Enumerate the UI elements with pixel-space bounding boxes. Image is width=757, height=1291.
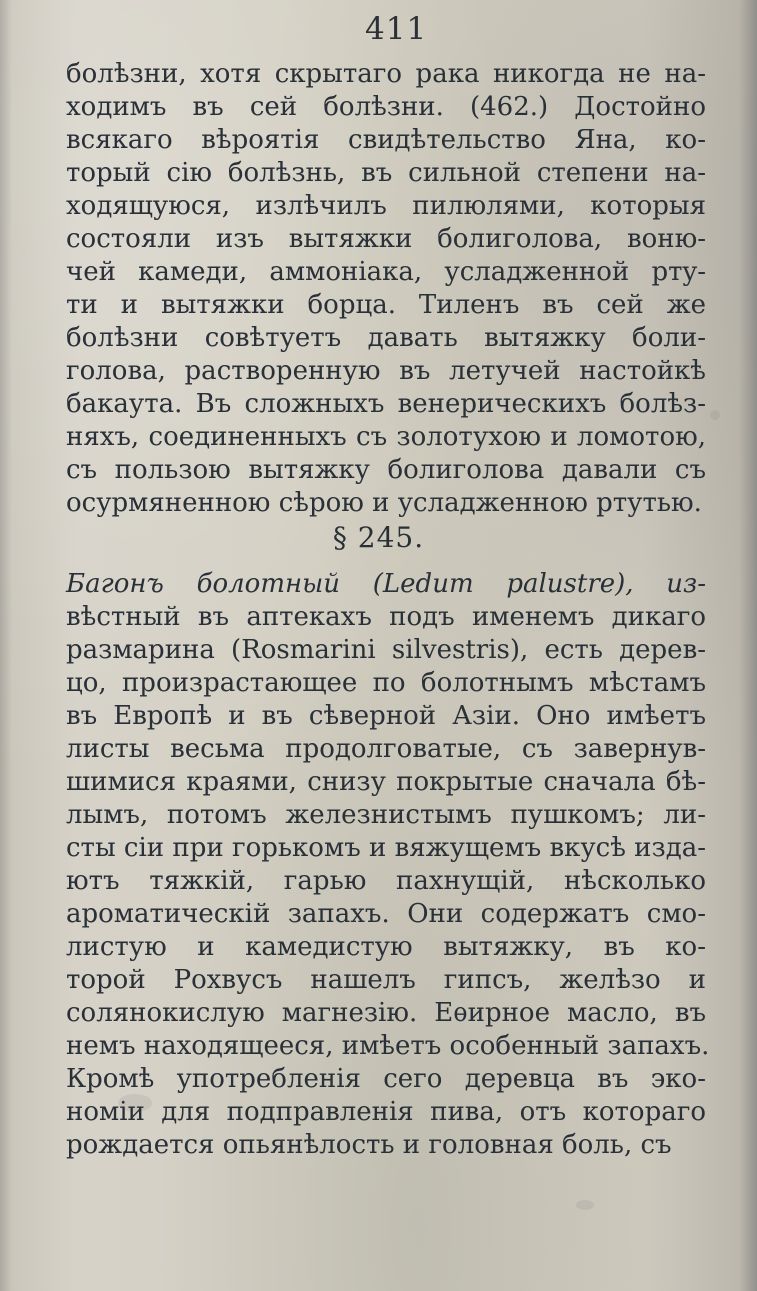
paragraph-top xyxy=(66,58,706,520)
text-line: размарина (Rosmarini silvestris), есть дерев- xyxy=(66,635,706,665)
text-line: ходящуюся, излѣчилъ пилюлями, которыя xyxy=(66,191,706,221)
page-number: 411 xyxy=(365,11,428,47)
text-line: вѣстный въ аптекахъ подъ именемъ дикаго xyxy=(66,602,706,632)
text-line: Кромѣ употребленія сего деревца въ эко- xyxy=(66,1064,706,1094)
text-line-italic-title: Багонъ болотный (Ledum palustre), из- xyxy=(66,569,706,599)
text-line: болѣзни совѣтуетъ давать вытяжку боли- xyxy=(66,323,706,353)
text-line: ходимъ въ сей болѣзни. (462.) Достойно xyxy=(66,92,706,122)
text-line: рождается опьянѣлость и головная боль, съ xyxy=(66,1130,672,1160)
paragraph-section xyxy=(66,568,710,1162)
text-line: всякаго вѣроятія свидѣтельство Яна, ко- xyxy=(66,125,706,155)
text-line: торый сію болѣзнь, въ сильной степени на- xyxy=(66,158,706,188)
text-line: сты сіи при горькомъ и вяжущемъ вкусѣ изда- xyxy=(66,833,706,863)
text-line: ароматическій запахъ. Они содержатъ смо- xyxy=(66,899,706,929)
text-line: солянокислую магнезію. Еѳирное масло, въ xyxy=(66,998,706,1028)
text-line: бакаута. Въ сложныхъ венерическихъ болѣз- xyxy=(66,389,706,419)
text-line: ютъ тяжкій, гарью пахнущій, нѣсколько xyxy=(66,866,706,896)
text-line: листы весьма продолговатые, съ завернув- xyxy=(66,734,706,764)
text-line: ти и вытяжки борца. Тиленъ въ сей же xyxy=(66,290,706,320)
text-line: шимися краями, снизу покрытые сначала бѣ- xyxy=(66,767,706,797)
text-line: лымъ, потомъ железнистымъ пушкомъ; ли- xyxy=(66,800,706,830)
text-line: торой Рохвусъ нашелъ гипсъ, желѣзо и xyxy=(66,965,706,995)
text-line: чей камеди, аммоніака, усладженной ртy- xyxy=(66,257,706,287)
page-right-shadow xyxy=(739,0,757,1291)
text-line: номіи для подправленія пива, отъ котораго xyxy=(66,1097,706,1127)
section-heading: § 245. xyxy=(332,521,425,554)
text-line: состояли изъ вытяжки болиголова, воню- xyxy=(66,224,706,254)
text-line: няхъ, соединенныхъ съ золотухою и ломотою, xyxy=(66,422,706,452)
text-line: голова, растворенную въ летучей настойкѣ xyxy=(66,356,706,386)
paper-spot xyxy=(576,1200,594,1210)
text-line: съ пользою вытяжку болиголова давали съ xyxy=(66,455,706,485)
text-line: въ Европѣ и въ сѣверной Азіи. Оно имѣетъ xyxy=(66,701,706,731)
text-line: болѣзни, хотя скрытаго рака никогда не на- xyxy=(66,59,706,89)
page-left-shadow xyxy=(0,0,12,1291)
text-line: цо, произрастающее по болотнымъ мѣстамъ xyxy=(66,668,706,698)
text-line: листую и камедистую вытяжку, въ ко- xyxy=(66,932,706,962)
paper-spot xyxy=(710,410,720,420)
text-line: немъ находящееся, имѣетъ особенный запахъ. xyxy=(66,1031,710,1061)
text-line: осурмяненною сѣрою и усладженною ртутью. xyxy=(66,488,702,518)
